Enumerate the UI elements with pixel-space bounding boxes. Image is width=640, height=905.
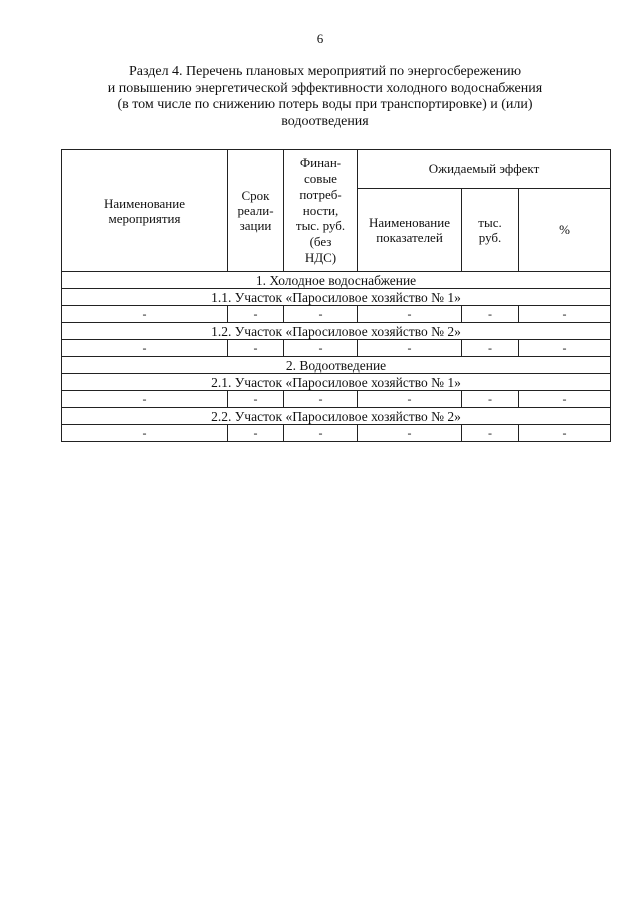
header-line: реали-: [237, 203, 274, 218]
title-line: водоотведения: [281, 113, 369, 129]
measures-table: [61, 149, 611, 442]
table-row-group: [62, 323, 611, 340]
header-term: [228, 150, 284, 272]
table-cell: -: [462, 391, 519, 408]
header-line: показателей: [376, 230, 443, 245]
table-cell: -: [462, 425, 519, 442]
table-cell: -: [519, 340, 611, 357]
header-line: руб.: [478, 230, 502, 245]
header-measure-name: [62, 150, 228, 272]
table-cell: -: [228, 340, 284, 357]
header-line: Срок: [241, 188, 270, 203]
table-cell: -: [62, 306, 228, 323]
table-row-group: [62, 289, 611, 306]
table-cell: -: [519, 425, 611, 442]
group-label: 2. Водоотведение: [62, 357, 611, 374]
group-label: 2.1. Участок «Паросиловое хозяйство № 1»: [62, 374, 611, 391]
header-line: НДС): [304, 249, 337, 265]
table-cell: -: [228, 391, 284, 408]
header-line: зации: [239, 218, 272, 233]
table-cell: -: [462, 306, 519, 323]
table-cell: -: [358, 306, 462, 323]
group-label: 1.1. Участок «Паросиловое хозяйство № 1»: [62, 289, 611, 306]
table-cell: -: [358, 425, 462, 442]
group-label: 1.2. Участок «Паросиловое хозяйство № 2»: [62, 323, 611, 340]
table-cell: -: [284, 340, 358, 357]
table-row-group: [62, 357, 611, 374]
table-cell: -: [358, 340, 462, 357]
title-line: и повышению энергетической эффективности холодного водоснабжения: [107, 80, 543, 96]
table-cell: -: [62, 425, 228, 442]
header-line: Финан-: [299, 155, 342, 171]
table-cell: -: [284, 391, 358, 408]
header-percent: %: [519, 189, 611, 272]
table-row: [62, 306, 611, 323]
table-row: [62, 425, 611, 442]
header-line: тыс.: [478, 215, 502, 230]
header-line: (без: [309, 234, 332, 250]
header-line: Наименование: [369, 215, 450, 230]
section-title: [60, 64, 590, 130]
title-line: (в том числе по снижению потерь воды при транспортировке) и (или): [117, 97, 533, 112]
table-row-group: [62, 374, 611, 391]
title-line: Раздел 4. Перечень плановых мероприятий по энергосбережению: [128, 64, 522, 79]
table-row: [62, 340, 611, 357]
table-cell: -: [519, 306, 611, 323]
table-cell: -: [462, 340, 519, 357]
group-label: 2.2. Участок «Паросиловое хозяйство № 2»: [62, 408, 611, 425]
table-row-group: [62, 408, 611, 425]
table-cell: -: [519, 391, 611, 408]
header-line: ности,: [302, 202, 339, 218]
table-row-group: [62, 272, 611, 289]
header-thousand-rub: [462, 189, 519, 272]
table-cell: -: [228, 425, 284, 442]
header-expected-effect: Ожидаемый эффект: [358, 150, 611, 189]
table-cell: -: [228, 306, 284, 323]
table-cell: -: [62, 391, 228, 408]
header-line: тыс. руб.: [295, 218, 346, 234]
header-line: совые: [304, 171, 337, 186]
table-cell: -: [284, 306, 358, 323]
header-indicator-name: [358, 189, 462, 272]
group-label: 1. Холодное водоснабжение: [62, 272, 611, 289]
header-finance: [284, 150, 358, 272]
table-row: [62, 391, 611, 408]
page-number: 6: [316, 31, 324, 46]
header-line: Наименование: [104, 195, 185, 211]
table-cell: -: [284, 425, 358, 442]
table-cell: -: [358, 391, 462, 408]
header-line: потреб-: [299, 186, 342, 202]
table-cell: -: [62, 340, 228, 357]
header-line: мероприятия: [108, 210, 181, 226]
